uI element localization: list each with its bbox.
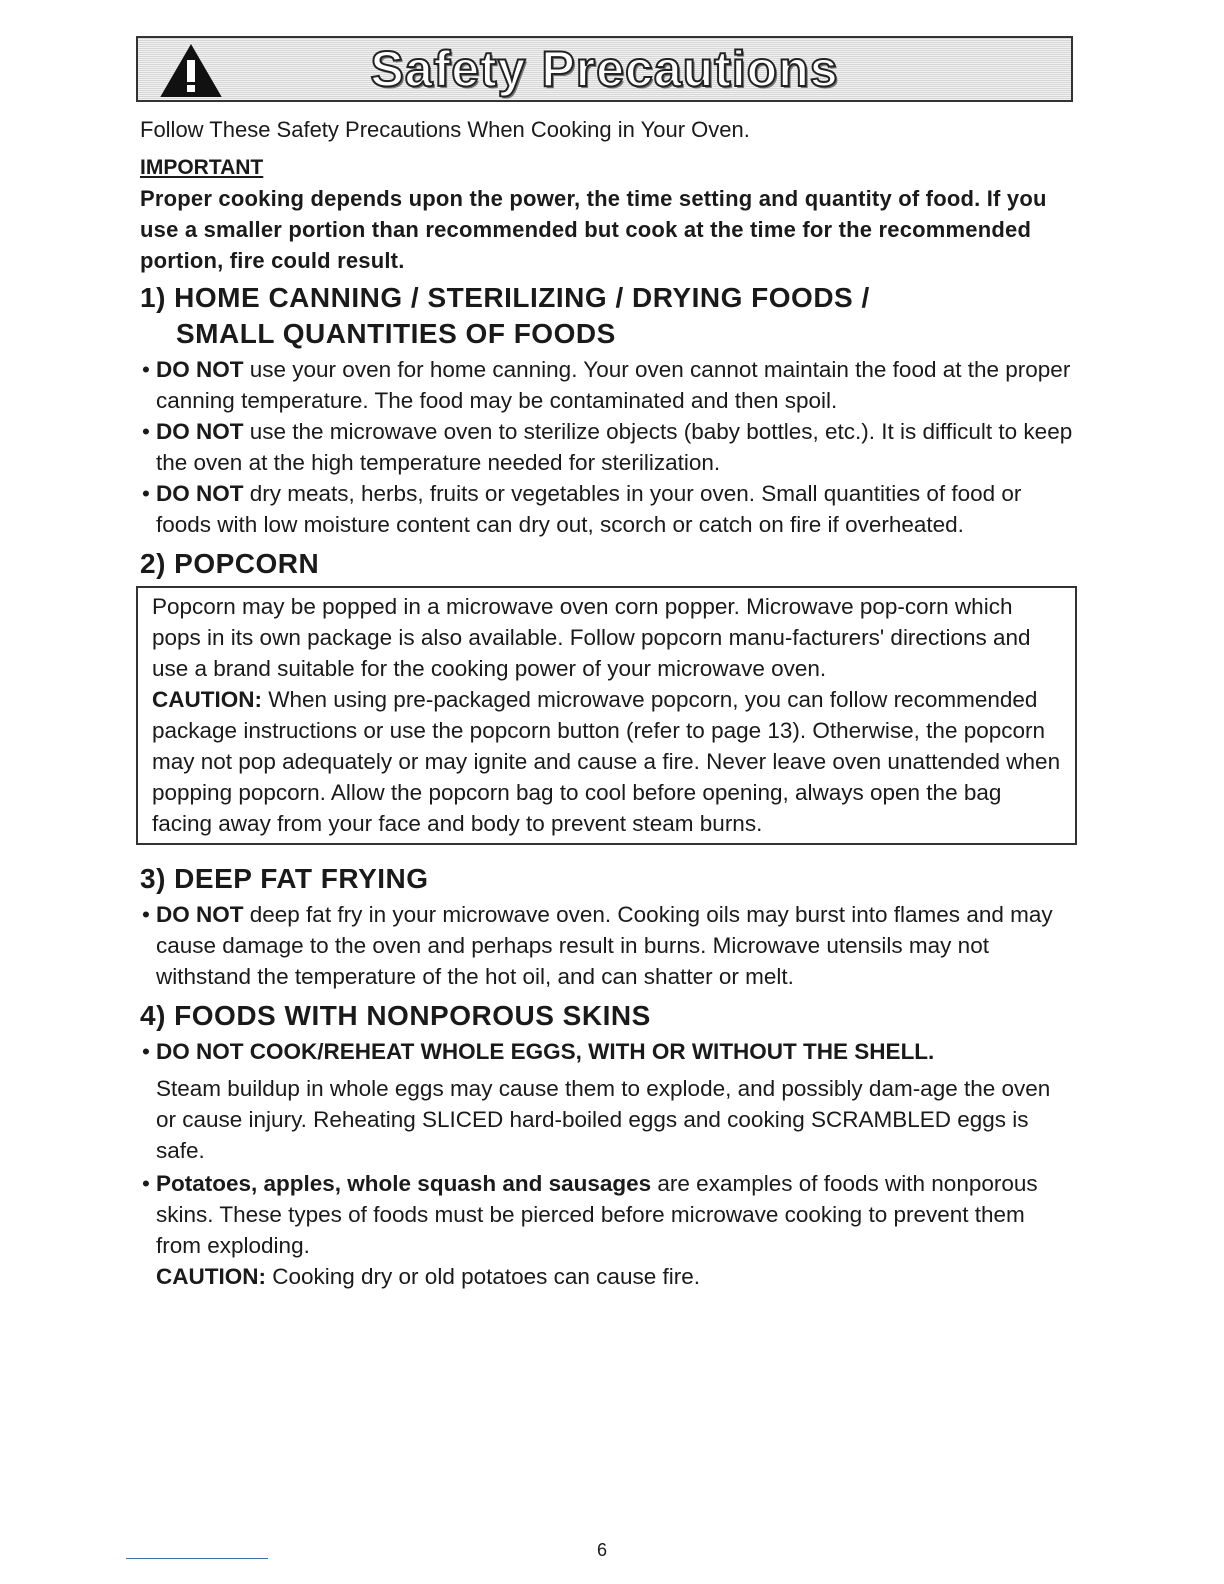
eggs-text: Steam buildup in whole eggs may cause them to explode, and possibly dam-age the oven or cause injury. Reheating SLICED hard-boiled eggs and cooking SCRAMBLED eggs is safe.	[156, 1076, 1051, 1163]
list-item: • DO NOT use your oven for home canning. Your oven cannot maintain the food at the proper canning temperature. The food may be contaminated and then spoil.	[140, 354, 1075, 416]
section-1-heading	[140, 280, 1075, 352]
potato-caution: CAUTION: Cooking dry or old potatoes can cause fire.	[156, 1264, 700, 1289]
section-4-heading: 4) FOODS WITH NONPOROUS SKINS	[140, 1000, 651, 1031]
list-item: • DO NOT use the microwave oven to sterilize objects (baby bottles, etc.). It is difficult to keep the oven at the high temperature needed for sterilization.	[140, 416, 1075, 478]
section-1-heading-line2: SMALL QUANTITIES OF FOODS	[176, 318, 616, 349]
intro-text: Follow These Safety Precautions When Cooking in Your Oven.	[140, 117, 750, 142]
section-3-list	[140, 899, 1075, 992]
section-1-list	[140, 354, 1075, 540]
list-item: • Potatoes, apples, whole squash and sausages are examples of foods with nonporous skins. These types of foods must be pierced before microwave cooking to prevent them from exploding.	[140, 1168, 1075, 1261]
page-title: Safety Precautions	[370, 41, 839, 97]
list-item: • DO NOT deep fat fry in your microwave oven. Cooking oils may burst into flames and may cause damage to the oven and perhaps result in burns. Microwave utensils may not withstand the temperature of the hot oil, and can shatter or melt.	[140, 899, 1075, 992]
section-1-heading-line1: 1) HOME CANNING / STERILIZING / DRYING FOODS /	[140, 282, 870, 313]
important-label: IMPORTANT	[140, 156, 264, 179]
page-number: 6	[597, 1540, 608, 1560]
section-4-list-2	[140, 1168, 1075, 1261]
section-3-heading: 3) DEEP FAT FRYING	[140, 863, 429, 894]
popcorn-box	[136, 586, 1077, 845]
list-item: • DO NOT COOK/REHEAT WHOLE EGGS, WITH OR WITHOUT THE SHELL.	[140, 1036, 1075, 1067]
popcorn-body: Popcorn may be popped in a microwave oven corn popper. Microwave pop-corn which pops in its own package is also available. Follow popcorn manu-facturers' directions and use a brand suitable for the cooking power of your microwave oven.	[152, 594, 1031, 681]
section-4-list	[140, 1036, 1075, 1067]
document-body	[140, 114, 1075, 1292]
list-item: • DO NOT dry meats, herbs, fruits or vegetables in your oven. Small quantities of food or foods with low moisture content can dry out, scorch or catch on fire if overheated.	[140, 478, 1075, 540]
footer-line	[126, 1558, 268, 1559]
popcorn-caution: CAUTION: When using pre-packaged microwave popcorn, you can follow recommended package instructions or use the popcorn button (refer to page 13). Otherwise, the popcorn may not pop adequately or may ignite and cause a fire. Never leave oven unattended when popping popcorn. Allow the popcorn bag to cool before opening, always open the bag facing away from your face and body to prevent steam burns.	[152, 687, 1061, 836]
section-2-heading: 2) POPCORN	[140, 548, 320, 579]
title-banner	[136, 36, 1073, 102]
important-text: Proper cooking depends upon the power, the time setting and quantity of food. If you use a smaller portion than recommended but cook at the time for the recommended portion, fire could result.	[140, 186, 1047, 273]
